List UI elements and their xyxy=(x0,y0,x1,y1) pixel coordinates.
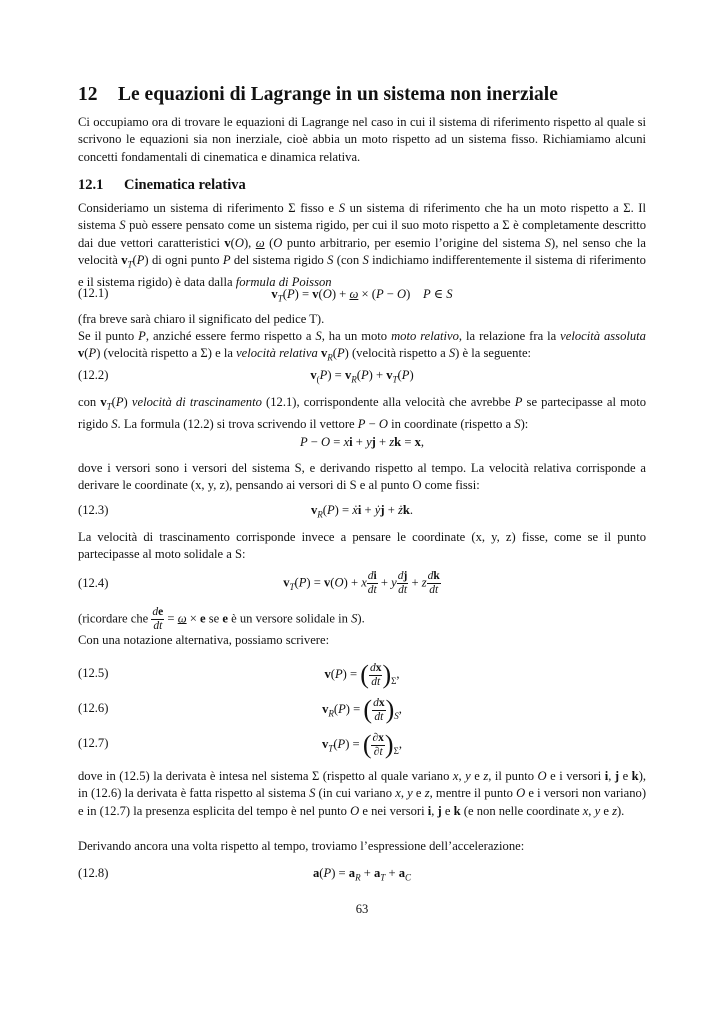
equation-12-1 xyxy=(78,286,646,306)
paragraph-pedice: (fra breve sarà chiaro il significato del pedice T). xyxy=(78,312,325,326)
paragraph-accelerazione: Derivando ancora una volta rispetto al tempo, troviamo l’espressione dell’accelerazione: xyxy=(78,839,525,853)
paragraph-trascinamento: La velocità di trascinamento corrisponde invece a pensare le coordinate (x, y, z) fisse, come se il punto partecipasse al moto solidale a S: xyxy=(78,530,646,562)
equation-tag: (12.3) xyxy=(78,503,109,517)
equation-body: v(P) = ( $\frac{dx}{dt}$ )$_\Sigma$, xyxy=(324,660,400,689)
subsection-title: Cinematica relativa xyxy=(124,177,246,193)
equation-12-4 xyxy=(78,570,646,600)
paragraph-ricordare: (ricordare che $\frac{de}{dt}$ = ω × e se e è un versore solidale in S). xyxy=(78,606,365,632)
equation-12-7 xyxy=(78,730,646,760)
intro-paragraph: Ci occupiamo ora di trovare le equazioni di Lagrange nel caso in cui il sistema di riferimento rispetto al quale si scrivono le equazioni sia non inerziale, cioè abbia un moto rispetto ad un sistema fisso. Richiamiamo alcuni concetti fondamentali di cinematica e dinamica relativa. xyxy=(78,115,646,164)
paragraph-notazione: Con una notazione alternativa, possiamo scrivere: xyxy=(78,633,330,647)
equation-tag: (12.2) xyxy=(78,368,109,382)
paragraph-velocita-trascinamento: con $v_T(P)$ velocità di trascinamento (12.1), corrispondente alla velocità che avrebbe P se partecipasse al moto rigido S. La formula (12.2) si trova scrivendo il vettore P − O in coordinate (rispetto a S): xyxy=(78,395,646,431)
equation-body: $v_R(P)$ = ( $\frac{dx}{dt}$ )$_S$, xyxy=(322,695,402,724)
subsection-number: 12.1 xyxy=(78,177,104,193)
equation-12-6 xyxy=(78,695,646,725)
equation-12-8 xyxy=(78,866,646,886)
equation-tag: (12.8) xyxy=(78,866,109,880)
page-number: 63 xyxy=(355,902,369,916)
equation-body: $v_T(P) = v(O) + x$ $\frac{di}{dt}$ + y $\frac{dj}{dt}$ + z $\frac{dk}{dt}$ xyxy=(283,570,440,596)
equation-body: $v_R(P)$ = ẋi + ẏj + żk. xyxy=(310,503,414,520)
paragraph-derivata: dove in (12.5) la derivata è intesa nel sistema Σ (rispetto al quale variano x, y e z, il punto O e i versori i, j e k), in (12.6) la derivata è fatta rispetto al sistema S (in cui variano x, y e z, mentre il punto O e i versori non variano) e in (12.7) la presenza esplicita del tempo è nel punto O e nei versori i, j e k (e non nelle coordinate x, y e z). xyxy=(78,769,647,818)
equation-body: $v_T(P) = v(O) + \omega \times (P - O)$ P ∈ S xyxy=(271,287,453,304)
paragraph-velocita-assoluta: Se il punto P, anziché essere fermo rispetto a S, ha un moto moto relativo, la relazione fra la velocità assoluta v(P) (velocità rispetto a Σ) e la velocità relativa $v_R(P)$ (velocità rispetto a S) è la seguente: xyxy=(78,329,646,363)
section-number: 12 xyxy=(78,84,98,105)
equation-coordinate xyxy=(78,435,646,455)
subsection-heading xyxy=(78,177,246,194)
equation-body: $v_T(P)$ = ( $\frac{\partial x}{\partial t}$ )$_\Sigma$, xyxy=(322,730,402,759)
equation-12-3 xyxy=(78,503,646,523)
paragraph-versori: dove i versori sono i versori del sistema S, e derivando rispetto al tempo. La velocità relativa corrisponde a derivare le coordinate (x, y, z), pensando ai versori di S e al punto O come fissi: xyxy=(78,461,646,493)
equation-body: $v_(P) = v_R(P) + v_T(P)$ xyxy=(310,368,414,385)
equation-tag: (12.4) xyxy=(78,576,109,590)
paragraph-sistema: Consideriamo un sistema di riferimento Σ fisso e S un sistema di riferimento che ha un moto rispetto a Σ. Il sistema S può essere pensato come un sistema rigido, per cui il suo moto rispetto a Σ è completamente descritto dai due vettori caratteristici v(O), ω (O punto arbitrario, per esemio l’origine del sistema S), nel senso che la velocità $v_T(P)$ di ogni punto P del sistema rigido S (con S indichiamo indifferentemente il sistema di riferimento e il sistema rigido) è data dalla formula di Poisson xyxy=(78,201,646,290)
section-heading xyxy=(78,84,558,106)
equation-12-5 xyxy=(78,660,646,690)
equation-tag: (12.6) xyxy=(78,701,109,715)
equation-body: P − O = xi + yj + zk = x, xyxy=(299,435,425,449)
equation-tag: (12.7) xyxy=(78,736,109,750)
equation-tag: (12.1) xyxy=(78,286,109,300)
equation-12-2 xyxy=(78,368,646,388)
section-title: Le equazioni di Lagrange in un sistema non inerziale xyxy=(118,84,558,105)
equation-tag: (12.5) xyxy=(78,666,109,680)
equation-body: $a(P) = a_R + a_T + a_C$ xyxy=(312,866,412,883)
